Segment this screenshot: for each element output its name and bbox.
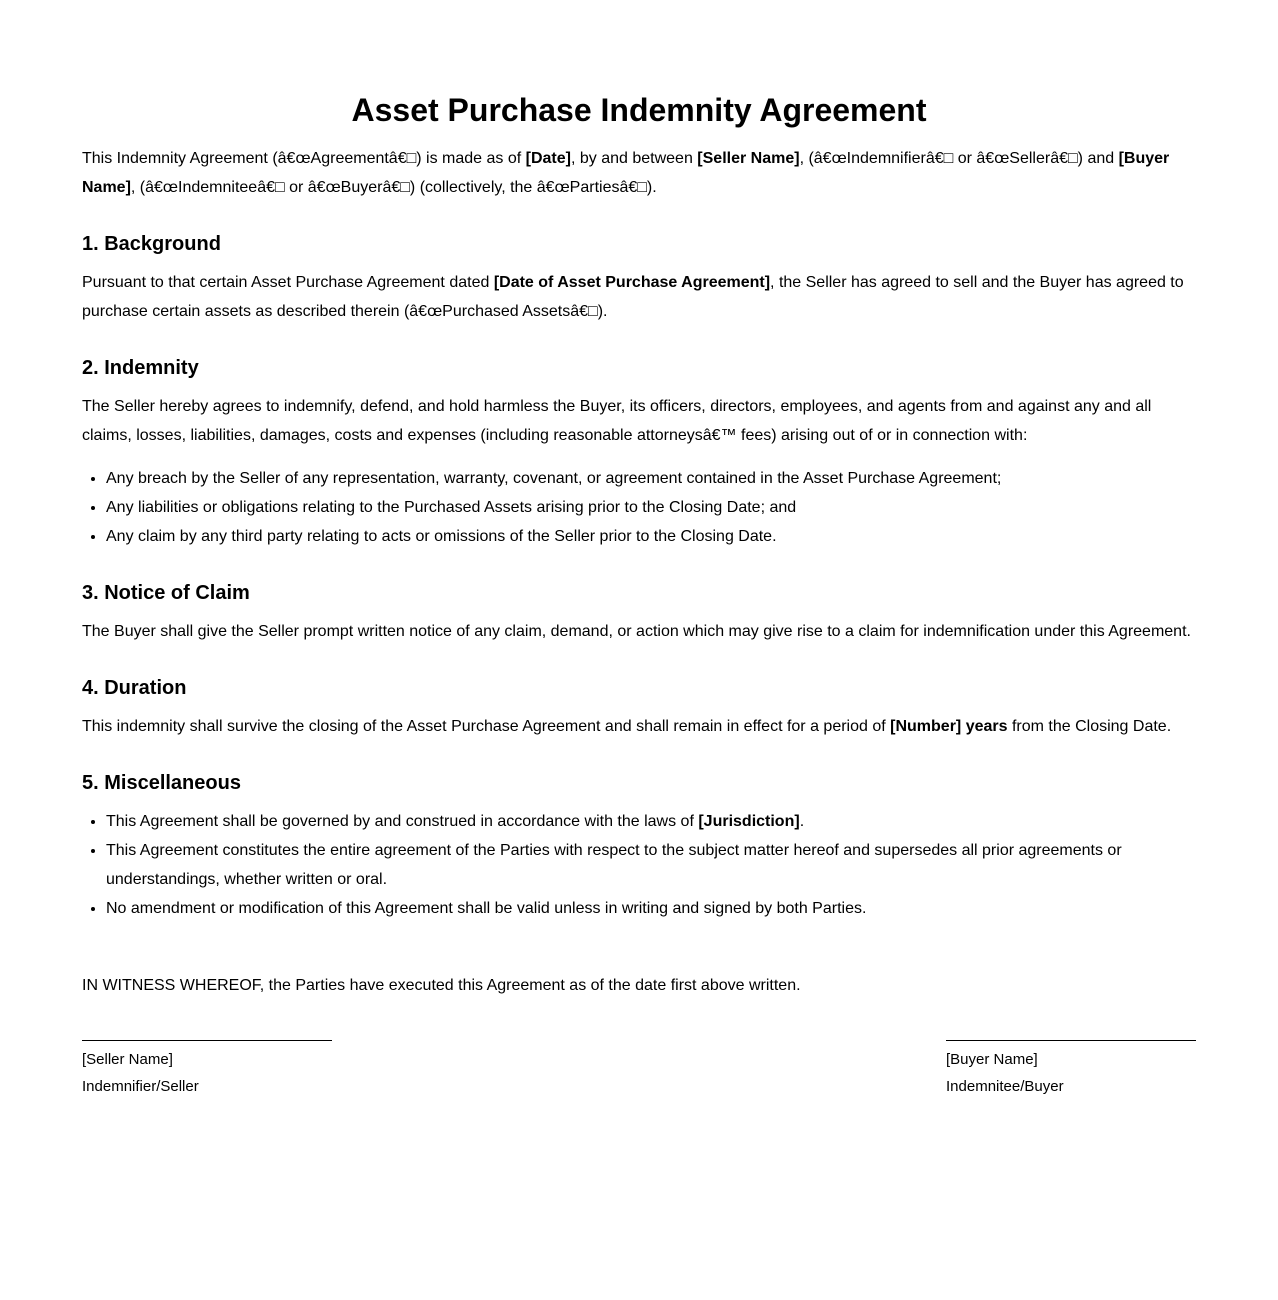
list-item xyxy=(106,807,1196,836)
intro-text: , by and between xyxy=(570,150,698,167)
intro-text: , (â€œIndemnifierâ€□ or â€œSellerâ€□) and xyxy=(799,150,1119,167)
list-item: • This Agreement constitutes the entire agreement of the Parties with respect to the subject matter hereof and supersedes all prior agreements or understandings, whether written or oral. xyxy=(106,836,1196,894)
list-item: • Any breach by the Seller of any representation, warranty, covenant, or agreement contained in the Asset Purchase Agreement; xyxy=(106,464,1196,493)
indemnity-paragraph: The Seller hereby agrees to indemnify, defend, and hold harmless the Buyer, its officers, directors, employees, and agents from and against any and all claims, losses, liabilities, damages, costs and expenses (including reasonable attorneysâ€™ fees) arising out of or in connection with: xyxy=(82,398,1152,444)
signer-name: [Buyer Name] xyxy=(946,1051,1038,1068)
section-heading-notice: 3. Notice of Claim xyxy=(82,582,250,604)
intro-text: This Indemnity Agreement (â€œAgreementâ€□) is made as of xyxy=(82,150,526,167)
number-years-placeholder: [Number] years xyxy=(890,718,1008,735)
buyer-name-placeholder: [Buyer Name] xyxy=(82,150,1170,196)
witness-statement: IN WITNESS WHEREOF, the Parties have executed this Agreement as of the date first above written. xyxy=(82,977,801,994)
duration-text: This indemnity shall survive the closing of the Asset Purchase Agreement and shall remain in effect for a period of xyxy=(82,718,891,735)
background-text: Pursuant to that certain Asset Purchase Agreement dated xyxy=(82,274,494,291)
seller-name-placeholder: [Seller Name] xyxy=(697,150,800,167)
signer-role: Indemnitee/Buyer xyxy=(946,1078,1064,1095)
seller-signature-block xyxy=(82,1040,332,1100)
misc-text: This Agreement shall be governed by and construed in accordance with the laws of xyxy=(106,813,699,830)
duration-paragraph xyxy=(82,712,1196,741)
intro-paragraph xyxy=(82,144,1196,202)
jurisdiction-placeholder: [Jurisdiction] xyxy=(698,813,800,830)
apa-date-placeholder: [Date of Asset Purchase Agreement] xyxy=(493,274,771,291)
miscellaneous-list xyxy=(82,807,1196,923)
date-placeholder: [Date] xyxy=(525,150,571,167)
buyer-signature-block xyxy=(946,1040,1196,1100)
intro-text: , (â€œIndemniteeâ€□ or â€œBuyerâ€□) (collectively, the â€œPartiesâ€□). xyxy=(130,179,657,196)
section-heading-background: 1. Background xyxy=(82,233,221,255)
signature-area xyxy=(82,1040,1196,1100)
document-title: Asset Purchase Indemnity Agreement xyxy=(351,92,927,128)
background-text: , the Seller has agreed to sell and the Buyer has agreed to purchase certain assets as described therein (â€œPurchased Assetsâ€□). xyxy=(82,274,1184,320)
signer-role: Indemnifier/Seller xyxy=(82,1078,199,1095)
section-heading-indemnity: 2. Indemnity xyxy=(82,357,199,379)
signer-name: [Seller Name] xyxy=(82,1051,173,1068)
notice-paragraph: The Buyer shall give the Seller prompt written notice of any claim, demand, or action which may give rise to a claim for indemnification under this Agreement. xyxy=(82,623,1191,640)
section-heading-duration: 4. Duration xyxy=(82,677,187,699)
list-item: • Any claim by any third party relating to acts or omissions of the Seller prior to the Closing Date. xyxy=(106,522,1196,551)
signature-line xyxy=(946,1040,1196,1041)
signature-line xyxy=(82,1040,332,1041)
duration-text: from the Closing Date. xyxy=(1007,718,1172,735)
indemnity-list xyxy=(82,464,1196,551)
list-item: • No amendment or modification of this Agreement shall be valid unless in writing and signed by both Parties. xyxy=(106,894,1196,923)
list-item: • Any liabilities or obligations relating to the Purchased Assets arising prior to the Closing Date; and xyxy=(106,493,1196,522)
section-heading-miscellaneous: 5. Miscellaneous xyxy=(82,772,241,794)
background-paragraph xyxy=(82,268,1196,326)
misc-text: . xyxy=(799,813,805,830)
